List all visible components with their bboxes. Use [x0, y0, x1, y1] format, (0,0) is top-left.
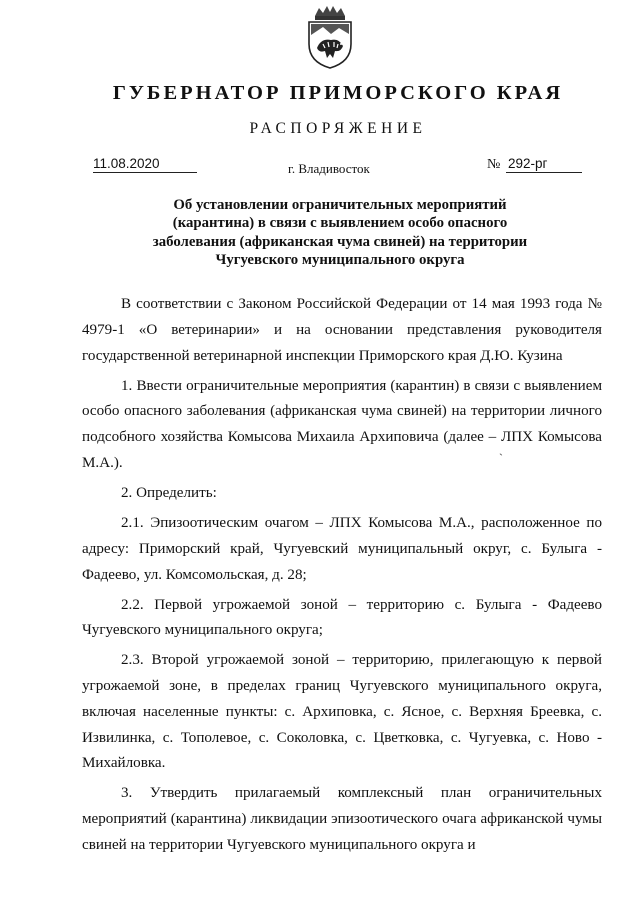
title-line: (карантина) в связи с выявлением особо опасного: [172, 215, 508, 232]
document-city: г. Владивосток: [288, 161, 370, 176]
paragraph-2-3: 2.3. Второй угрожаемой зоной – территорию, прилегающую к первой угрожаемой зоне, в пределах границ Чугуевского муниципального округа, включая населенные пункты: с. Архиповка, с. Ясное, с. Верхняя Бреевка, с. Извилинка, с. Тополевое, с. Соколовка, с. Цветковка, с. Чугуевка, с. Ново - Михайловка.: [82, 652, 602, 772]
coat-of-arms-icon: [301, 4, 359, 70]
document-body: [82, 292, 602, 863]
title-line: заболевания (африканская чума свиней) на территории: [152, 233, 528, 250]
paragraph-2: 2. Определить:: [121, 484, 217, 501]
stray-mark: `: [499, 451, 503, 465]
number-sign: №: [487, 157, 501, 172]
paragraph-1: 1. Ввести ограничительные мероприятия (карантин) в связи с выявлением особо опасного заболевания (африканская чума свиней) на территории личного подсобного хозяйства Комысова Михаила Архиповича (далее – ЛПХ Комысова М.А.).: [82, 377, 602, 471]
title-line: Чугуевского муниципального округа: [215, 251, 465, 268]
title-line: Об установлении ограничительных мероприятий: [173, 197, 507, 213]
document-number: 292-рг: [506, 156, 582, 173]
document-date: 11.08.2020: [93, 156, 197, 173]
paragraph-2-2: 2.2. Первой угрожаемой зоной – территорию с. Булыга - Фадеево Чугуевского муниципального округа;: [82, 596, 602, 639]
document-title: [120, 196, 560, 269]
authority-title: ГУБЕРНАТОР ПРИМОРСКОГО КРАЯ: [112, 82, 564, 104]
paragraph-preamble: В соответствии с Законом Российской Федерации от 14 мая 1993 года № 4979-1 «О ветеринарии» и на основании представления руководителя государственной ветеринарной инспекции Приморского края Д.Ю. Кузина: [82, 296, 602, 364]
paragraph-2-1: 2.1. Эпизоотическим очагом – ЛПХ Комысова М.А., расположенное по адресу: Приморский край, Чугуевский муниципальный округ, с. Булыга - Фадеево, ул. Комсомольская, д. 28;: [82, 514, 602, 583]
document-type: РАСПОРЯЖЕНИЕ: [249, 120, 427, 137]
paragraph-3: 3. Утвердить прилагаемый комплексный план ограничительных мероприятий (карантина) ликвидации эпизоотического очага африканской чумы свиней на территории Чугуевского муниципального округа и: [82, 785, 602, 854]
